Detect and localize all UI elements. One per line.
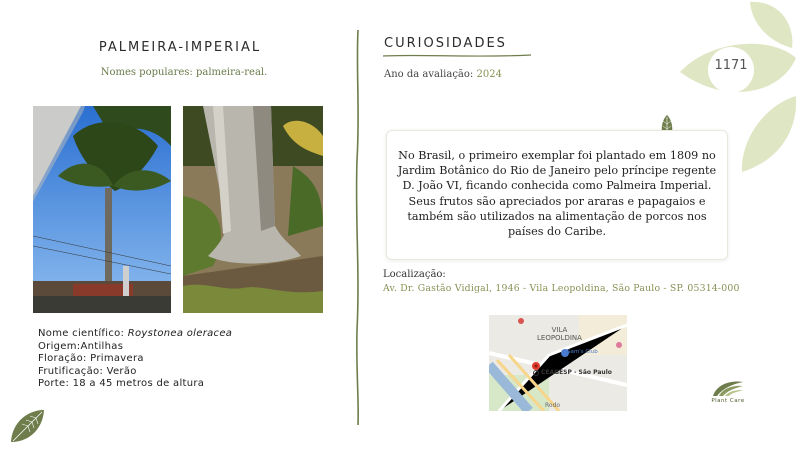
location-map[interactable] <box>489 315 627 411</box>
assessment-year <box>384 69 502 80</box>
origin-row: Origem:Antilhas <box>38 340 124 352</box>
map-road-label: Rodo <box>545 402 561 409</box>
heading-underline <box>383 53 533 59</box>
map-poi-ceagesp: CEAGESP - São Paulo <box>541 369 612 376</box>
fruiting-row: Frutificação: Verão <box>38 365 137 377</box>
plant-care-logo-text: Plant Care <box>711 398 745 404</box>
plant-care-logo-icon <box>711 378 745 398</box>
popular-names: Nomes populares: palmeira-real. <box>100 67 268 78</box>
curiosities-text: No Brasil, o primeiro exemplar foi plantado em 1809 no Jardim Botânico do Rio de Janeiro pelo príncipe regente D. João VI, ficando conhecida como Palmeira Imperial. Seus frutos são apreciados por araras e papagaios e também são utilizados na alimentação de porcos nos países do Caribe. <box>397 149 717 239</box>
scientific-name-row <box>38 328 232 341</box>
palm-trunk-photo <box>183 106 323 313</box>
curiosities-heading: CURIOSIDADES <box>384 36 507 51</box>
scientific-name-value: Roystonea oleracea <box>127 328 233 339</box>
plant-details <box>38 328 232 391</box>
palm-tree-photo <box>33 106 171 313</box>
column-divider <box>352 30 364 425</box>
plant-title: PALMEIRA-IMPERIAL <box>98 40 262 55</box>
map-district-line1: VILA <box>551 326 568 334</box>
size-row: Porte: 18 a 45 metros de altura <box>38 378 205 389</box>
flowering-row: Floração: Primavera <box>38 353 144 364</box>
assessment-year-label: Ano da avaliação: <box>384 69 474 80</box>
leaf-decoration-bottom-left <box>8 408 46 446</box>
location-label: Localização: <box>383 269 446 280</box>
map-district-line2: LEOPOLDINA <box>537 334 582 342</box>
assessment-year-value: 2024 <box>476 69 502 80</box>
curiosities-card <box>386 130 728 260</box>
assessment-number-badge: 1171 <box>714 58 748 73</box>
location-address: Av. Dr. Gastão Vidigal, 1946 - Vila Leopoldina, São Paulo - SP. 05314-000 <box>383 283 740 294</box>
scientific-name-label: Nome científico: <box>38 328 125 339</box>
map-poi-sams-club: Sam's Club <box>567 349 598 355</box>
